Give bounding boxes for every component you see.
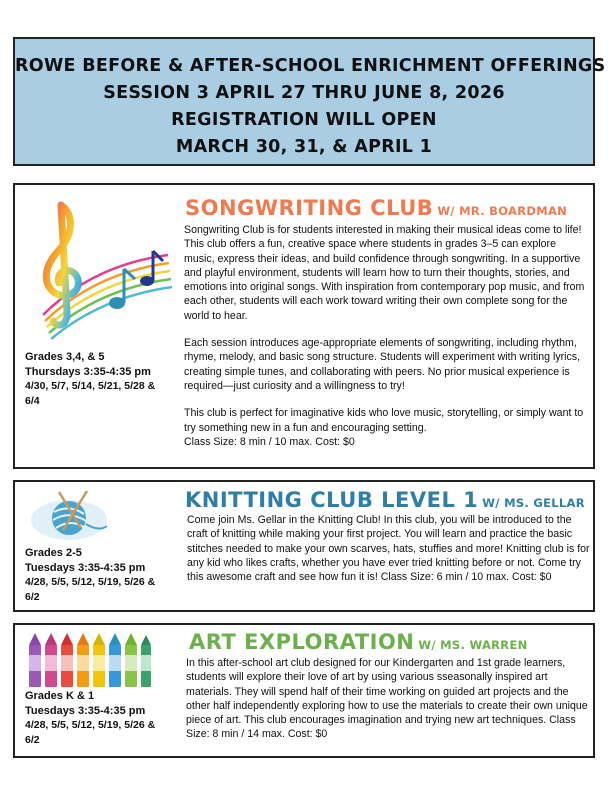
dates-label: 4/28, 5/5, 5/12, 5/19, 5/26 & 6/2 — [25, 719, 156, 746]
music-notes-icon — [23, 195, 173, 345]
header-line-1: ROWE BEFORE & AFTER-SCHOOL ENRICHMENT OFFERINGS — [15, 56, 606, 76]
dates-label: 4/30, 5/7, 5/14, 5/21, 5/28 & 6/4 — [25, 380, 156, 407]
description-paragraph: Each session introduces age-appropriate elements of songwriting, including rhythm, rhyme, melody, and basic song structure. Students will experiment with writing lyrics, creating simple tunes, and collaborating with peers. No prior musical experience is required—just curiosity and a willingness to try! — [184, 337, 581, 392]
club-title: KNITTING CLUB LEVEL 1 — [185, 488, 479, 512]
knitting-club-card — [13, 480, 595, 612]
songwriting-description — [184, 223, 589, 449]
description-paragraph: In this after-school art club designed for our Kindergarten and 1st grade learners, students will explore their love of art by using various sseasonally inspired art materials. They will spend half of their time working on guided art projects and the other half independently exploring how to use the materials to create their own unique piece of art. This club encourages imagination and trying new art techniques. Class Size: 8 min / 14 max. Cost: $0 — [186, 657, 588, 741]
club-title: SONGWRITING CLUB — [185, 196, 434, 220]
art-description — [186, 656, 592, 742]
crayons-icon — [25, 631, 153, 689]
songwriting-schedule — [25, 350, 160, 408]
art-schedule — [25, 689, 160, 747]
schedule-label: Thursdays 3:35-4:35 pm — [25, 365, 151, 378]
instructor-label: W/ MS. GELLAR — [482, 496, 585, 510]
grades-label: Grades K & 1 — [25, 690, 95, 702]
knitting-description — [187, 513, 593, 584]
art-title — [189, 630, 528, 654]
knitting-schedule — [25, 546, 160, 604]
songwriting-title — [185, 196, 567, 220]
schedule-label: Tuesdays 3:35-4:35 pm — [25, 561, 146, 574]
instructor-label: W/ MS. WARREN — [418, 638, 528, 652]
description-paragraph: This club is perfect for imaginative kids who love music, storytelling, or simply want to try something new in a fun and encouraging setting. — [184, 407, 584, 434]
header-line-4: MARCH 30, 31, & APRIL 1 — [175, 137, 433, 157]
instructor-label: W/ MR. BOARDMAN — [437, 204, 568, 218]
description-paragraph: Come join Ms. Gellar in the Knitting Club! In this club, you will be introduced to the craft of knitting while making your first project. You will learn and practice the basic stitches needed to make your own scarves, hats, stuffies and more! Knitting club is for any kid who likes crafts, whether you have ever tried knitting before or not. Come try this awesome craft and see how fun it is! Class Size: 6 min / 10 max. Cost: $0 — [187, 514, 590, 584]
club-title: ART EXPLORATION — [189, 630, 415, 654]
songwriting-club-card — [13, 183, 595, 469]
class-size-line: Class Size: 8 min / 10 max. Cost: $0 — [184, 435, 355, 448]
grades-label: Grades 2-5 — [25, 547, 82, 559]
dates-label: 4/28, 5/5, 5/12, 5/19, 5/26 & 6/2 — [25, 576, 156, 603]
header-line-3: REGISTRATION WILL OPEN — [171, 110, 437, 130]
grades-label: Grades 3,4, & 5 — [25, 351, 105, 363]
schedule-label: Tuesdays 3:35-4:35 pm — [25, 704, 146, 717]
description-paragraph: Songwriting Club is for students interested in making their musical ideas come to life! This club offers a fun, creative space where students in grades 3–5 can explore music, express their ideas, and build confidence through songwriting. In a supportive and playful environment, students will learn how to turn their thoughts, stories, and emotions into original songs. With inspiration from contemporary pop music, and from each other, students will each work toward writing their own complete song for the world to hear. — [184, 224, 585, 322]
header-line-2: SESSION 3 APRIL 27 THRU JUNE 8, 2026 — [103, 83, 505, 103]
knitting-title — [185, 488, 585, 512]
header-banner — [13, 37, 606, 166]
art-exploration-card — [13, 623, 595, 758]
yarn-ball-icon — [29, 488, 111, 544]
